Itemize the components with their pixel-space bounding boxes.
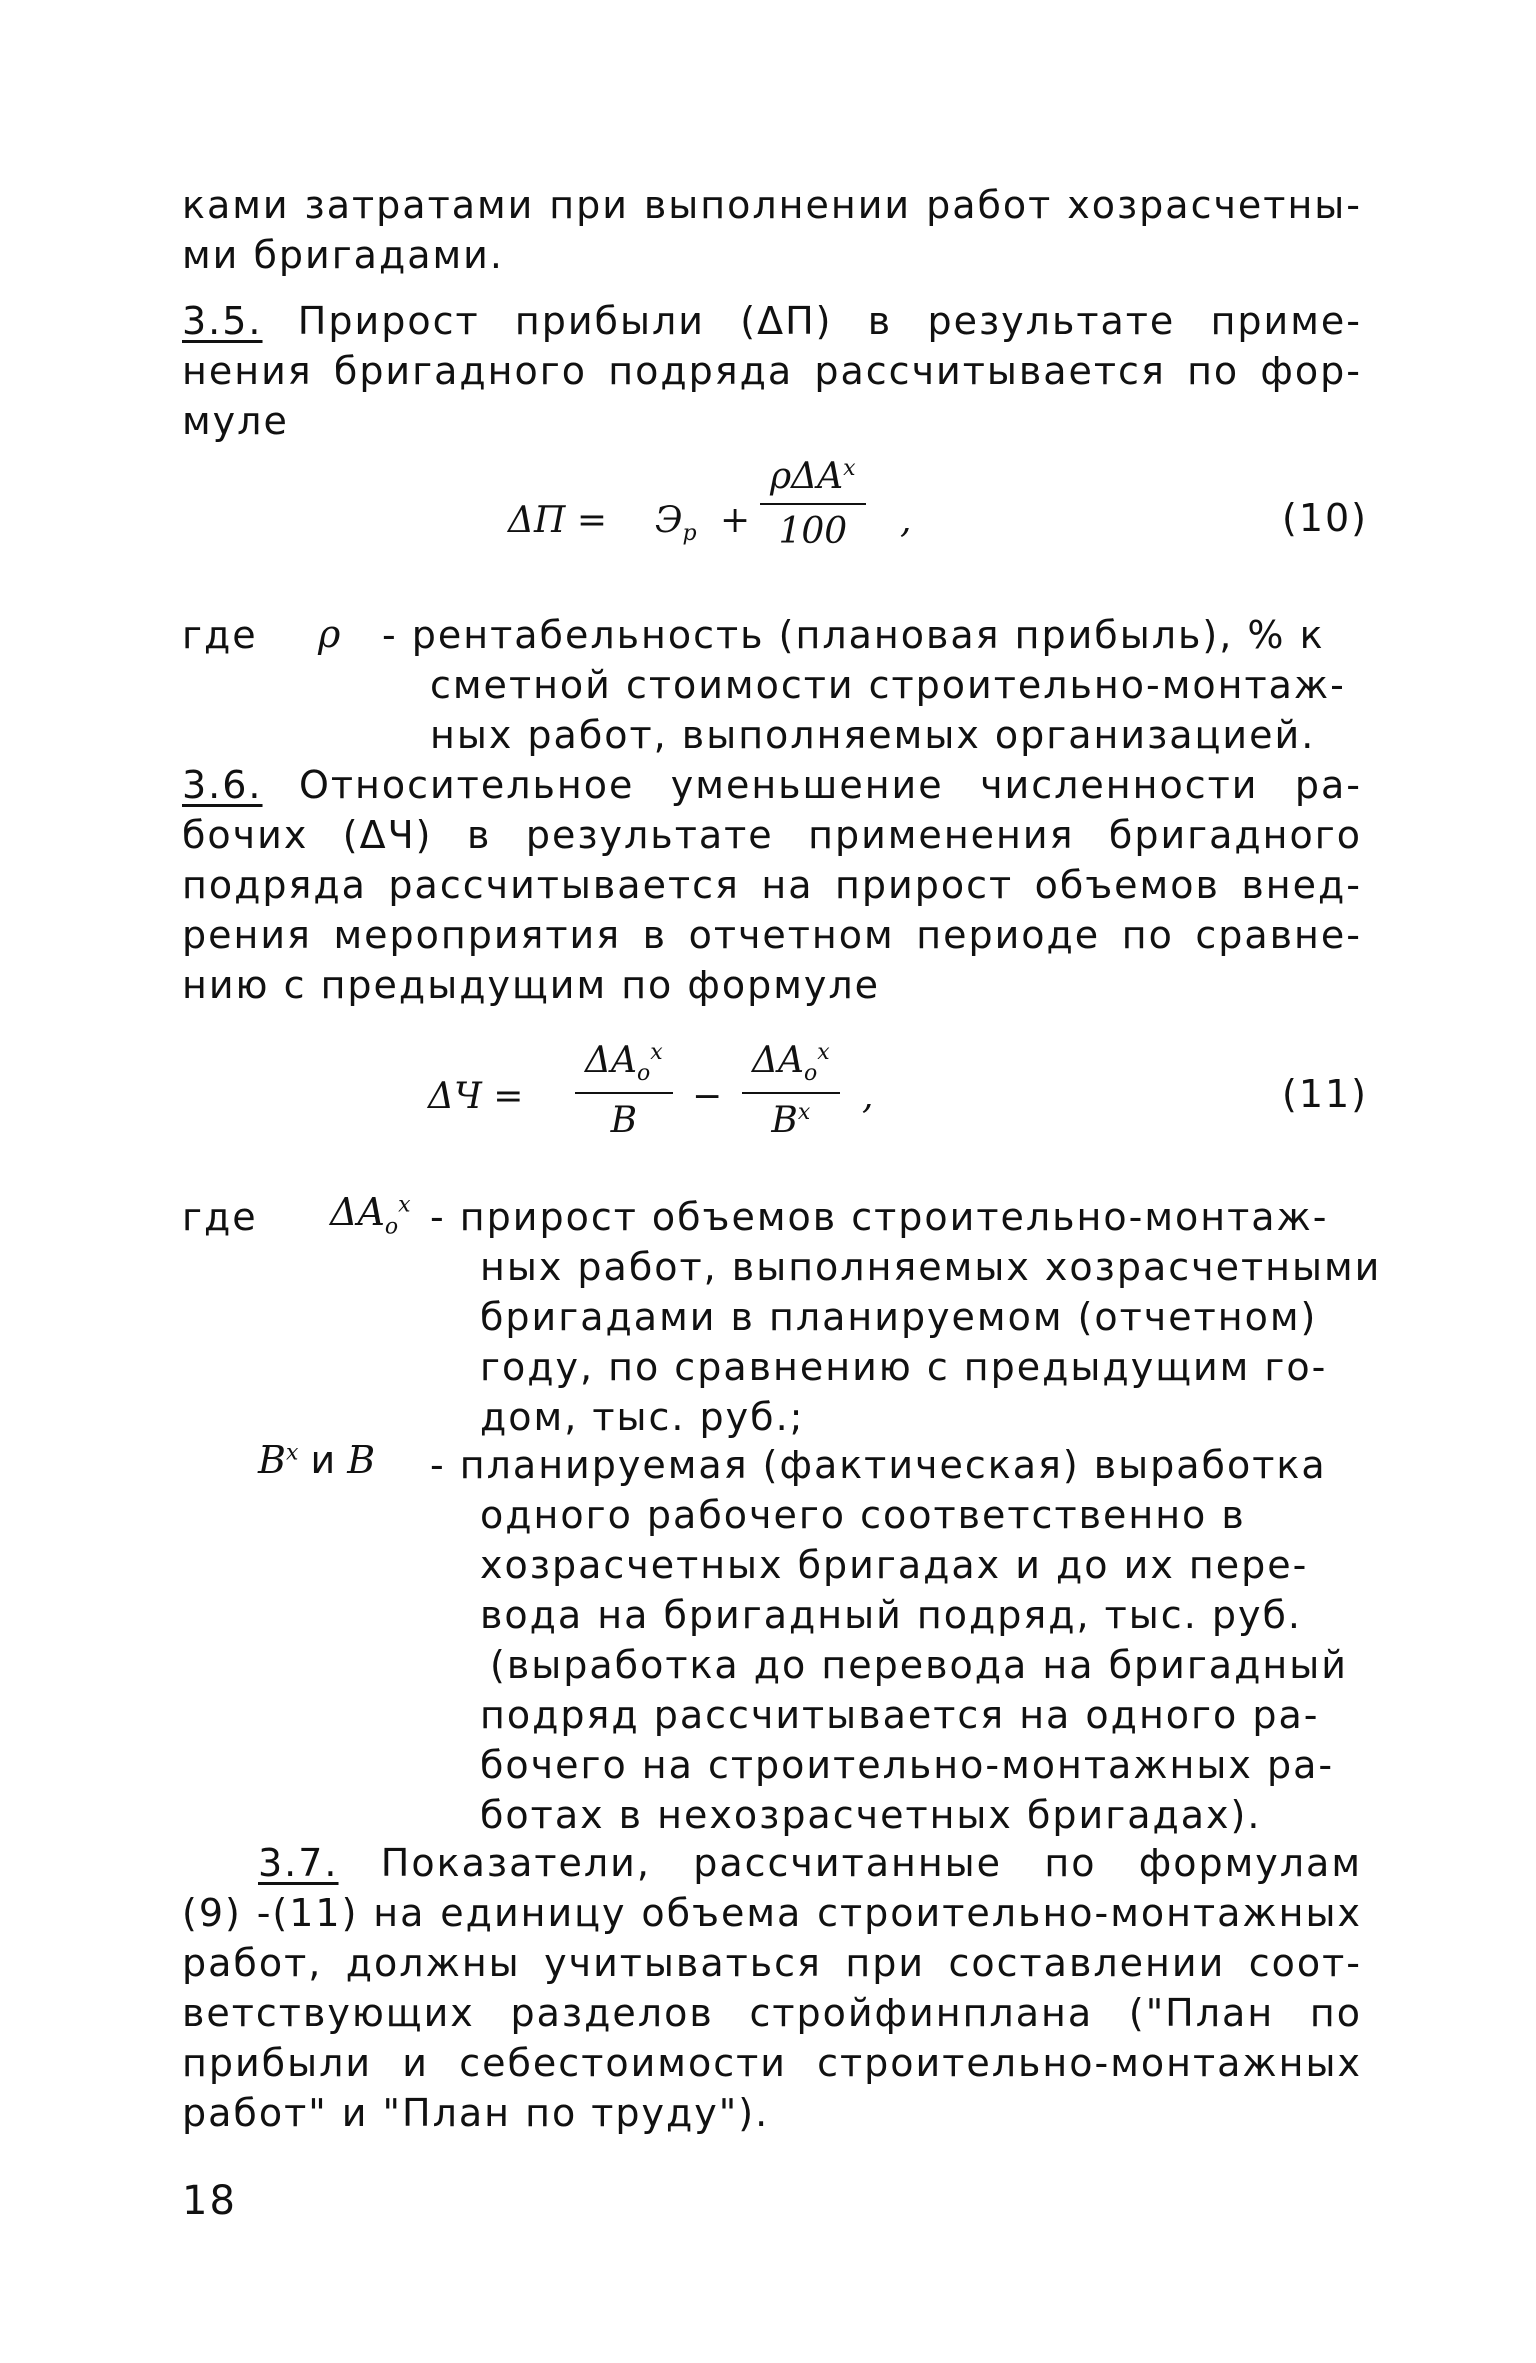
text-line: рения мероприятия в отчетном периоде по сравне- xyxy=(182,913,1362,957)
formula-lhs: ΔП = xyxy=(508,500,607,541)
equation-number: (11) xyxy=(1282,1072,1369,1116)
definition-line: дом, тыс. руб.; xyxy=(480,1395,805,1439)
definition-line: ботах в нехозрасчетных бригадах). xyxy=(480,1793,1262,1837)
symbol-b: $B^x$ и B xyxy=(258,1438,376,1482)
where-label: где xyxy=(182,1195,258,1239)
formula-plus: + xyxy=(720,500,751,541)
text-line: подряда рассчитывается на прирост объемов внед- xyxy=(182,863,1362,907)
definition-line: хозрасчетных бригадах и до их пере- xyxy=(480,1543,1309,1587)
text-line: прибыли и себестоимости строительно-монтажных xyxy=(182,2041,1362,2085)
definition-line: вода на бригадный подряд, тыс. руб. xyxy=(480,1593,1302,1637)
formula-minus: − xyxy=(692,1076,723,1117)
paragraph-3-5-line-1: 3.5. Прирост прибыли (ΔП) в результате приме- xyxy=(182,299,1362,343)
definition-line: ных работ, выполняемых хозрасчетными xyxy=(480,1245,1382,1289)
definition-line: подряд рассчитывается на одного ра- xyxy=(480,1693,1320,1737)
paragraph-3-6-line-1: 3.6. Относительное уменьшение численности ра- xyxy=(182,763,1362,807)
text-line: ми бригадами. xyxy=(182,233,504,277)
text-line: (9) -(11) на единицу объема строительно-монтажных xyxy=(182,1891,1362,1935)
definition-line: - рентабельность (плановая прибыль), % к xyxy=(382,613,1325,657)
text-line: нения бригадного подряда рассчитывается по фор- xyxy=(182,349,1362,393)
formula-fraction-2: $\Delta A_o^x$ $B^x$ xyxy=(742,1040,840,1141)
equation-number: (10) xyxy=(1282,496,1369,540)
definition-line: одного рабочего соответственно в xyxy=(480,1493,1246,1537)
text-line: бочих (ΔЧ) в результате применения бригадного xyxy=(182,813,1362,857)
text-line: ками затратами при выполнении работ хозрасчетны- xyxy=(182,183,1362,227)
text-line: нию с предыдущим по формуле xyxy=(182,963,881,1007)
definition-line: году, по сравнению с предыдущим го- xyxy=(480,1345,1328,1389)
text-line: работ" и "План по труду"). xyxy=(182,2091,770,2135)
section-number: 3.5. xyxy=(182,299,263,343)
where-label: где xyxy=(182,613,258,657)
page-number: 18 xyxy=(182,2178,237,2224)
section-number: 3.6. xyxy=(182,763,263,807)
definition-line: бочего на строительно-монтажных ра- xyxy=(480,1743,1335,1787)
definition-line: - прирост объемов строительно-монтаж- xyxy=(430,1195,1329,1239)
paragraph-3-7-line-1: 3.7. Показатели, рассчитанные по формулам xyxy=(258,1841,1362,1885)
formula-fraction: ρΔA$^x$ 100 xyxy=(760,456,866,552)
formula-comma: , xyxy=(900,500,912,541)
definition-line: сметной стоимости строительно-монтаж- xyxy=(430,663,1346,707)
formula-term: $Э_р$ xyxy=(655,500,697,547)
symbol-rho: ρ xyxy=(318,612,341,656)
section-number: 3.7. xyxy=(258,1841,339,1885)
formula-fraction-1: $\Delta A_o^x$ B xyxy=(575,1040,673,1141)
text-line: ветствующих разделов стройфинплана ("План по xyxy=(182,1991,1362,2035)
text-line: работ, должны учитываться при составлении соот- xyxy=(182,1941,1362,1985)
definition-line: - планируемая (фактическая) выработка xyxy=(430,1443,1327,1487)
symbol-delta-a: $\Delta A_o^x$ xyxy=(330,1190,411,1240)
text-line: муле xyxy=(182,399,289,443)
definition-line: (выработка до перевода на бригадный xyxy=(490,1643,1348,1687)
formula-lhs: ΔЧ = xyxy=(428,1076,524,1117)
definition-line: бригадами в планируемом (отчетном) xyxy=(480,1295,1318,1339)
formula-comma: , xyxy=(862,1076,874,1117)
definition-line: ных работ, выполняемых организацией. xyxy=(430,713,1316,757)
